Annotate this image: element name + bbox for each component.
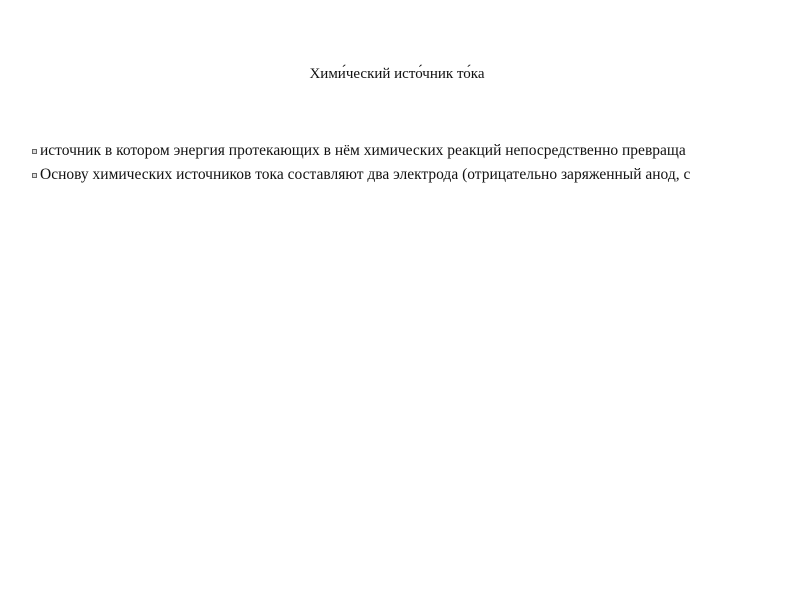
bullet-text: источник в котором энергия протекающих в нём химических реакций непосредственно превраща	[40, 142, 686, 159]
bullet-text: Основу химических источников тока составляют два электрода (отрицательно заряженный анод, с	[40, 166, 691, 183]
bullet-icon	[32, 149, 37, 154]
list-item	[32, 141, 794, 165]
page-title: Хими́ческий исто́чник то́ка	[309, 66, 485, 82]
bullet-icon	[32, 173, 37, 178]
list-item	[32, 165, 794, 189]
bullet-list	[32, 141, 794, 189]
